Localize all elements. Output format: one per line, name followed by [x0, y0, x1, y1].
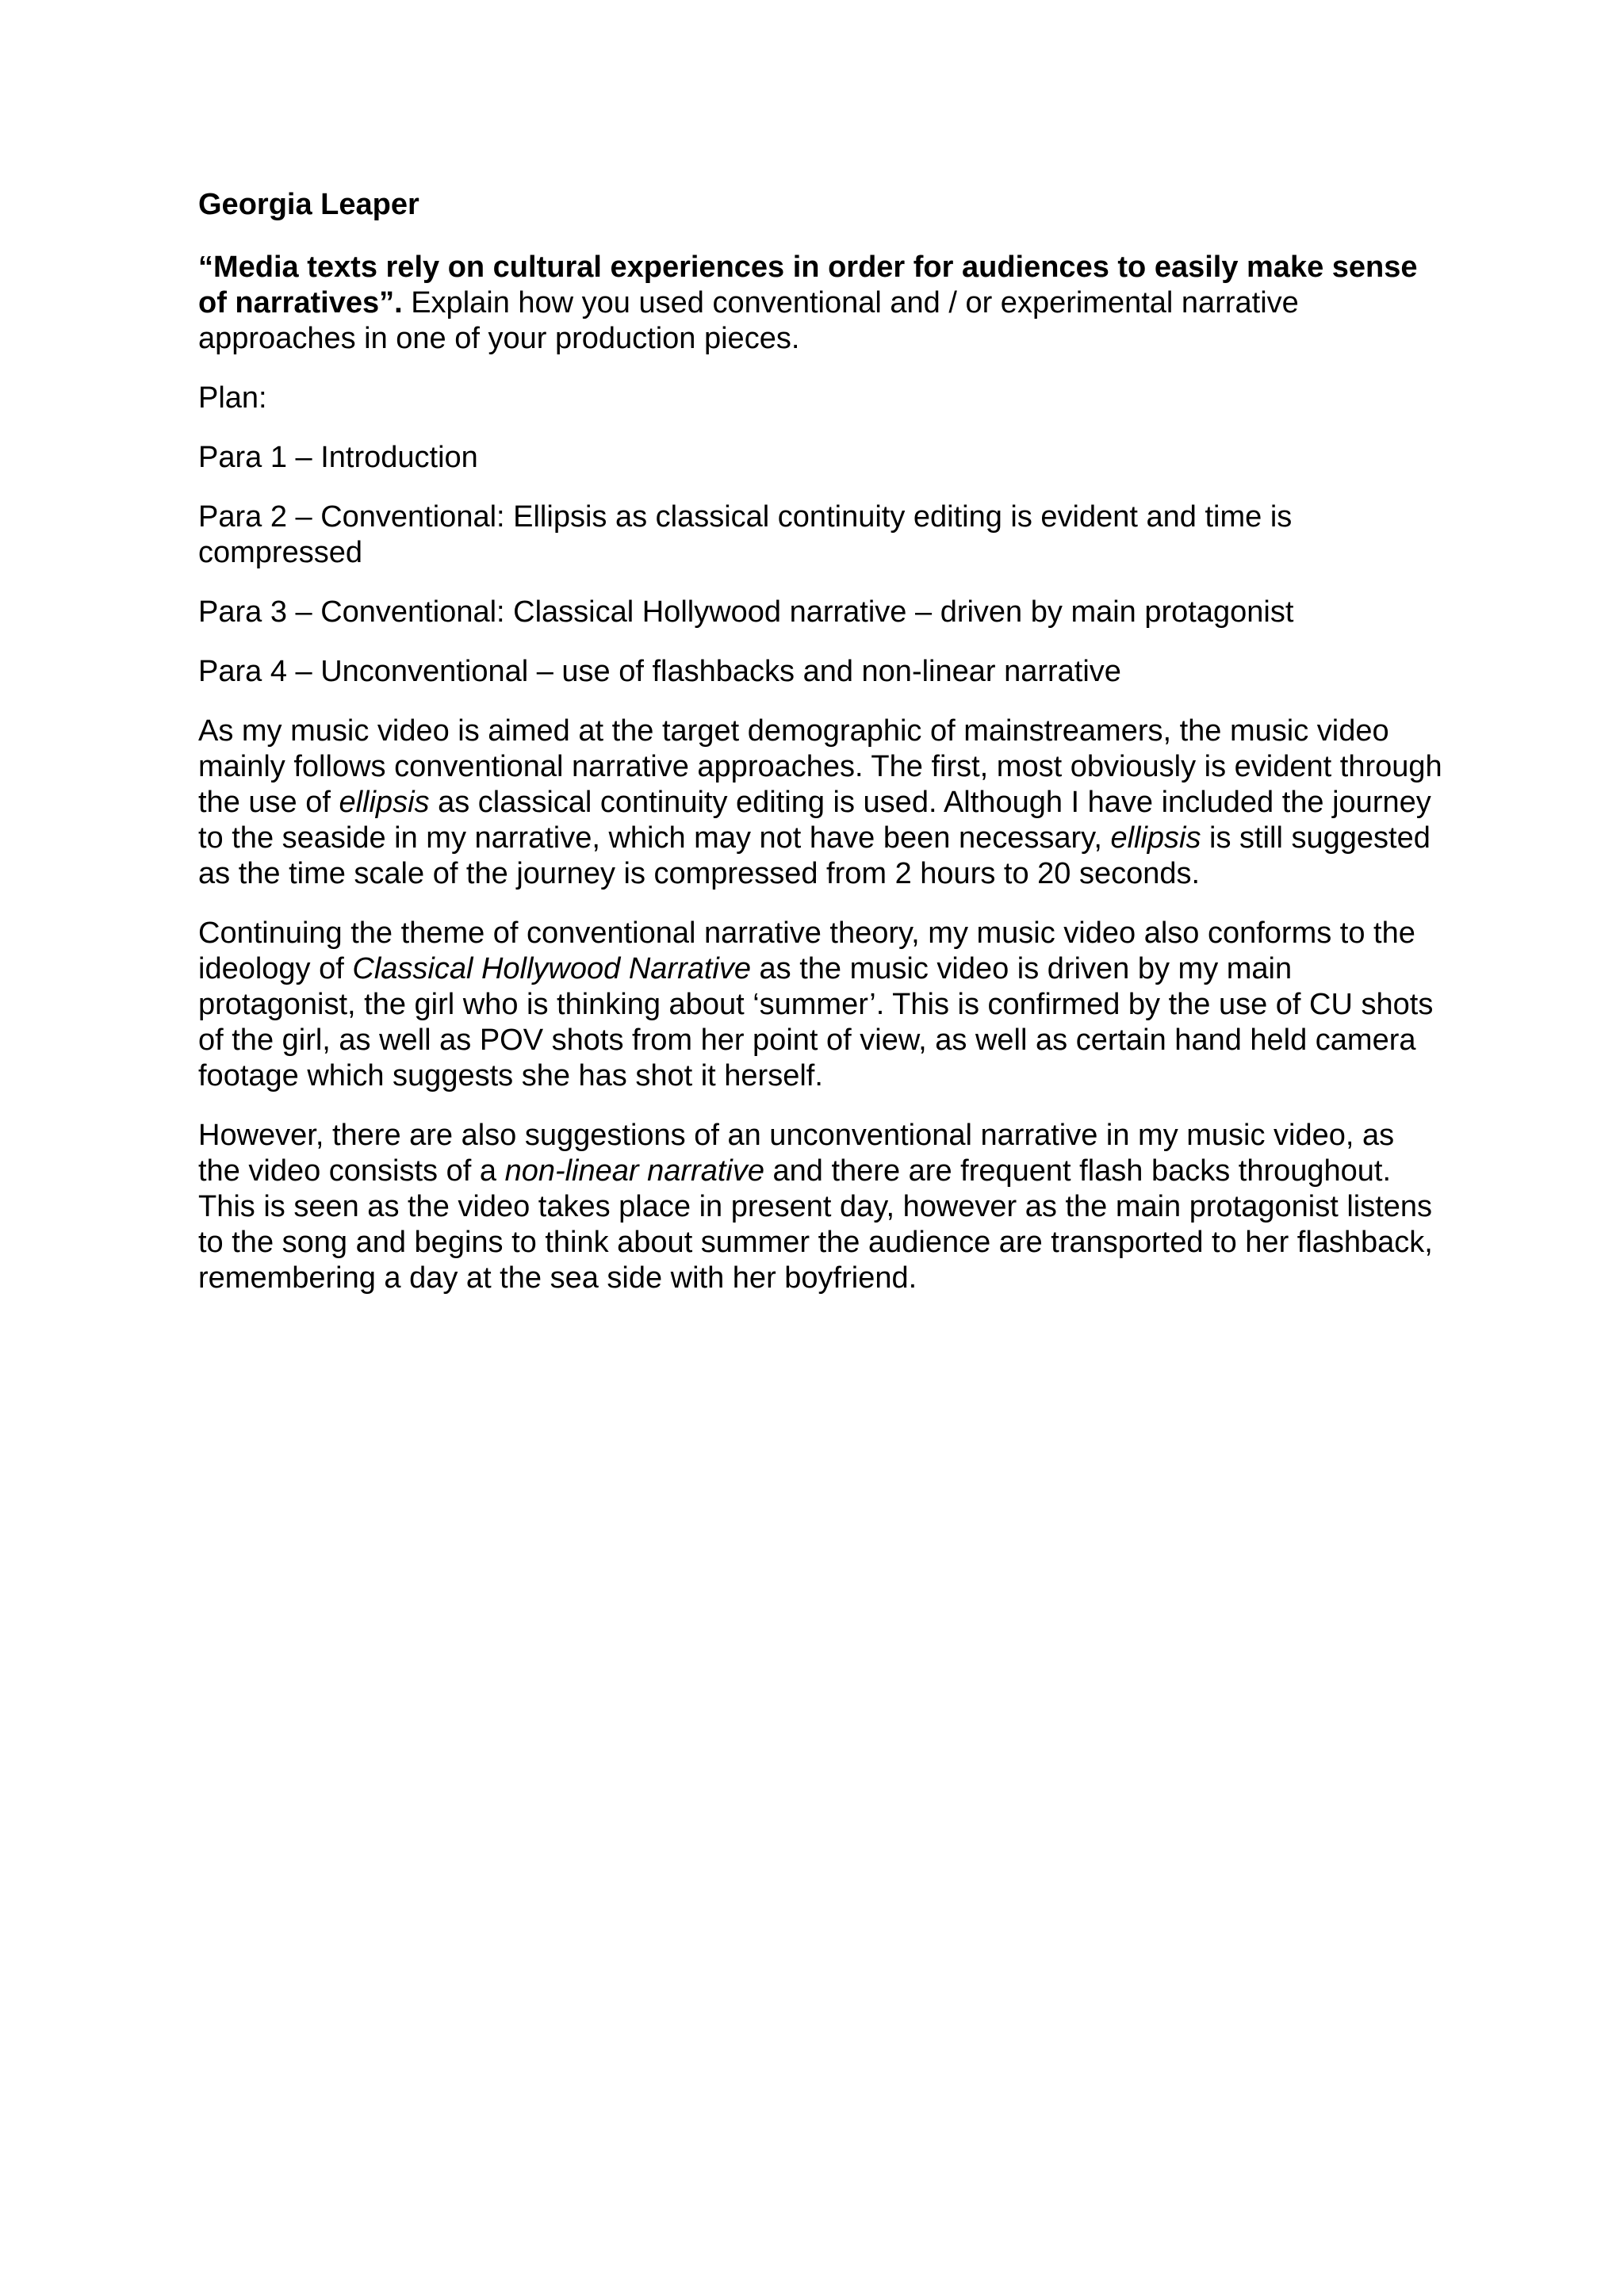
body-term: ellipsis	[1110, 821, 1201, 855]
body-paragraph-1	[198, 714, 1443, 892]
author-name: Georgia Leaper	[198, 188, 419, 221]
body-paragraph-2	[198, 916, 1443, 1094]
body-term: ellipsis	[339, 786, 430, 819]
body-text: Continuing the theme of conventional narrative theory, my music video also conforms to the ideology of	[198, 916, 1415, 985]
plan-label: Plan:	[198, 381, 267, 415]
body-text: as the music video is driven by my main protagonist, the girl who is thinking about ‘summer’. This is confirmed by the use of CU shots of the girl, as well as POV shots from her point of view, as well as certain hand held camera footage which suggests she has shot it herself.	[198, 952, 1434, 1093]
body-text: However, there are also suggestions of an unconventional narrative in my music video, as the video consists of a	[198, 1119, 1395, 1188]
body-text: As my music video is aimed at the target demographic of mainstreamers, the music video mainly follows conventional narrative approaches. The first, most obviously is evident through the use of	[198, 714, 1442, 819]
plan-item-4: Para 4 – Unconventional – use of flashbacks and non-linear narrative	[198, 655, 1121, 688]
body-paragraph-3	[198, 1118, 1443, 1296]
body-text: and there are frequent flash backs throughout. This is seen as the video takes place in present day, however as the main protagonist listens to the song and begins to think about summer the audience are transported to her flashback, remembering a day at the sea side with her boyfriend.	[198, 1154, 1433, 1295]
body-term: Classical Hollywood Narrative	[352, 952, 751, 985]
plan-item-3: Para 3 – Conventional: Classical Hollywood narrative – driven by main protagonist	[198, 595, 1294, 629]
plan-item-2: Para 2 – Conventional: Ellipsis as classical continuity editing is evident and time is compressed	[198, 500, 1293, 569]
essay-question	[198, 250, 1443, 357]
body-text: as classical continuity editing is used. Although I have included the journey to the seaside in my narrative, which may not have been necessary,	[198, 786, 1431, 855]
body-term: non-linear narrative	[504, 1154, 764, 1188]
document-page	[198, 187, 1443, 1320]
body-text: is still suggested as the time scale of the journey is compressed from 2 hours to 20 seconds.	[198, 821, 1431, 890]
plan-item-1: Para 1 – Introduction	[198, 441, 478, 474]
question-instruction: Explain how you used conventional and / or experimental narrative approaches in one of your production pieces.	[198, 286, 1299, 355]
question-quote: “Media texts rely on cultural experiences in order for audiences to easily make sense of narratives”.	[198, 251, 1418, 320]
